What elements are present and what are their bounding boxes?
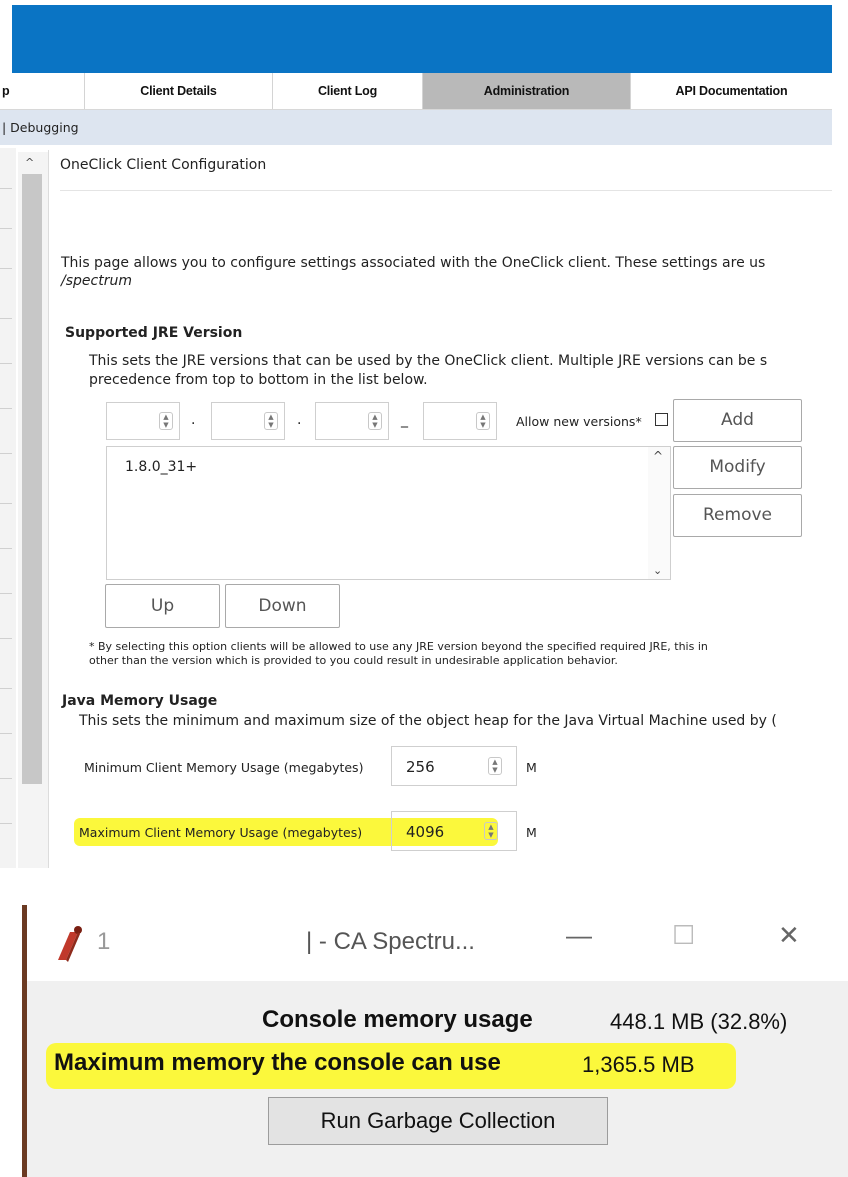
console-usage-value: 448.1 MB (32.8%) bbox=[610, 1009, 788, 1034]
spinner-arrows-icon[interactable]: ▲ ▼ bbox=[488, 757, 502, 775]
jre-heading: Supported JRE Version bbox=[65, 325, 243, 341]
min-memory-label: Minimum Client Memory Usage (megabytes) bbox=[84, 760, 364, 775]
title-divider bbox=[60, 190, 832, 191]
max-memory-value[interactable]: 4096 bbox=[406, 823, 445, 841]
min-memory-value[interactable]: 256 bbox=[406, 758, 435, 776]
minimize-icon[interactable]: — bbox=[566, 920, 592, 950]
memory-description: This sets the minimum and maximum size of the object heap for the Java Virtual Machine used by ( bbox=[79, 713, 777, 729]
maximize-icon[interactable]: ☐ bbox=[672, 920, 696, 950]
close-icon[interactable]: ✕ bbox=[778, 920, 800, 950]
divider bbox=[48, 150, 49, 868]
jre-footnote: * By selecting this option clients will be allowed to use any JRE version beyond the specified required JRE, this in bbox=[89, 640, 708, 653]
screenshot-gap bbox=[0, 885, 848, 905]
jre-footnote-2: other than the version which is provided to you could result in undesirable application behavior. bbox=[89, 654, 618, 667]
tab-client-log[interactable]: Client Log bbox=[272, 73, 422, 109]
intro-text: This page allows you to configure settings associated with the OneClick client. These settings are us bbox=[61, 255, 766, 271]
spinner-arrows-icon[interactable]: ▲ ▼ bbox=[476, 412, 490, 430]
add-button[interactable]: Add bbox=[673, 399, 802, 442]
scrollbar-thumb[interactable] bbox=[22, 174, 42, 784]
max-memory-label: Maximum Client Memory Usage (megabytes) bbox=[79, 825, 363, 840]
jre-micro-spinner[interactable] bbox=[315, 402, 389, 440]
version-separator: . bbox=[297, 412, 302, 428]
page-title: OneClick Client Configuration bbox=[60, 157, 267, 173]
window-title: | - CA Spectru... bbox=[306, 928, 475, 955]
header-banner bbox=[12, 5, 832, 73]
console-usage-label: Console memory usage bbox=[262, 1006, 533, 1033]
jre-description-2: precedence from top to bottom in the list below. bbox=[89, 372, 428, 388]
tab-api-documentation[interactable]: API Documentation bbox=[630, 73, 832, 109]
spinner-arrows-icon[interactable]: ▲ ▼ bbox=[159, 412, 173, 430]
allow-new-versions-checkbox[interactable] bbox=[655, 413, 668, 426]
down-button[interactable]: Down bbox=[225, 584, 340, 628]
tab-administration[interactable]: Administration bbox=[422, 73, 630, 109]
subnav-bar bbox=[0, 110, 832, 145]
app-icon bbox=[48, 924, 88, 964]
tab-client-details[interactable]: Client Details bbox=[84, 73, 272, 109]
intro-path: /spectrum bbox=[61, 273, 132, 289]
modify-button[interactable]: Modify bbox=[673, 446, 802, 489]
tab-bar bbox=[0, 73, 832, 110]
spinner-arrows-icon[interactable]: ▲ ▼ bbox=[368, 412, 382, 430]
max-memory-spinner[interactable] bbox=[391, 811, 517, 851]
min-memory-unit: M bbox=[526, 760, 537, 775]
max-memory-unit: M bbox=[526, 825, 537, 840]
scroll-down-icon[interactable]: ⌄ bbox=[653, 564, 663, 577]
up-button[interactable]: Up bbox=[105, 584, 220, 628]
list-item[interactable]: 1.8.0_31+ bbox=[125, 459, 198, 475]
list-scrollbar[interactable] bbox=[648, 447, 670, 579]
window-title-prefix: 1 bbox=[97, 928, 111, 955]
memory-heading: Java Memory Usage bbox=[62, 693, 218, 709]
max-console-memory-value: 1,365.5 MB bbox=[582, 1052, 695, 1077]
spinner-arrows-icon[interactable]: ▲ ▼ bbox=[264, 412, 278, 430]
scroll-up-icon[interactable]: ^ bbox=[653, 449, 664, 463]
version-separator: . bbox=[191, 412, 196, 428]
remove-button[interactable]: Remove bbox=[673, 494, 802, 537]
jre-update-spinner[interactable] bbox=[423, 402, 497, 440]
subnav-debugging[interactable]: | Debugging bbox=[2, 120, 79, 135]
jre-description: This sets the JRE versions that can be used by the OneClick client. Multiple JRE versions can be s bbox=[89, 353, 768, 369]
run-garbage-collection-button[interactable]: Run Garbage Collection bbox=[268, 1097, 608, 1145]
scroll-up-icon[interactable]: ^ bbox=[25, 156, 35, 169]
max-console-memory-label: Maximum memory the console can use bbox=[54, 1049, 501, 1076]
version-separator: _ bbox=[401, 412, 408, 428]
jre-version-list[interactable] bbox=[106, 446, 671, 580]
spinner-arrows-icon[interactable]: ▲ ▼ bbox=[484, 822, 498, 840]
jre-major-spinner[interactable] bbox=[106, 402, 180, 440]
min-memory-spinner[interactable] bbox=[391, 746, 517, 786]
vertical-scrollbar[interactable] bbox=[18, 152, 48, 868]
jre-minor-spinner[interactable] bbox=[211, 402, 285, 440]
allow-new-versions-label: Allow new versions* bbox=[516, 414, 642, 429]
left-nav-strip bbox=[0, 148, 16, 868]
tab-partial[interactable]: p bbox=[2, 84, 10, 98]
